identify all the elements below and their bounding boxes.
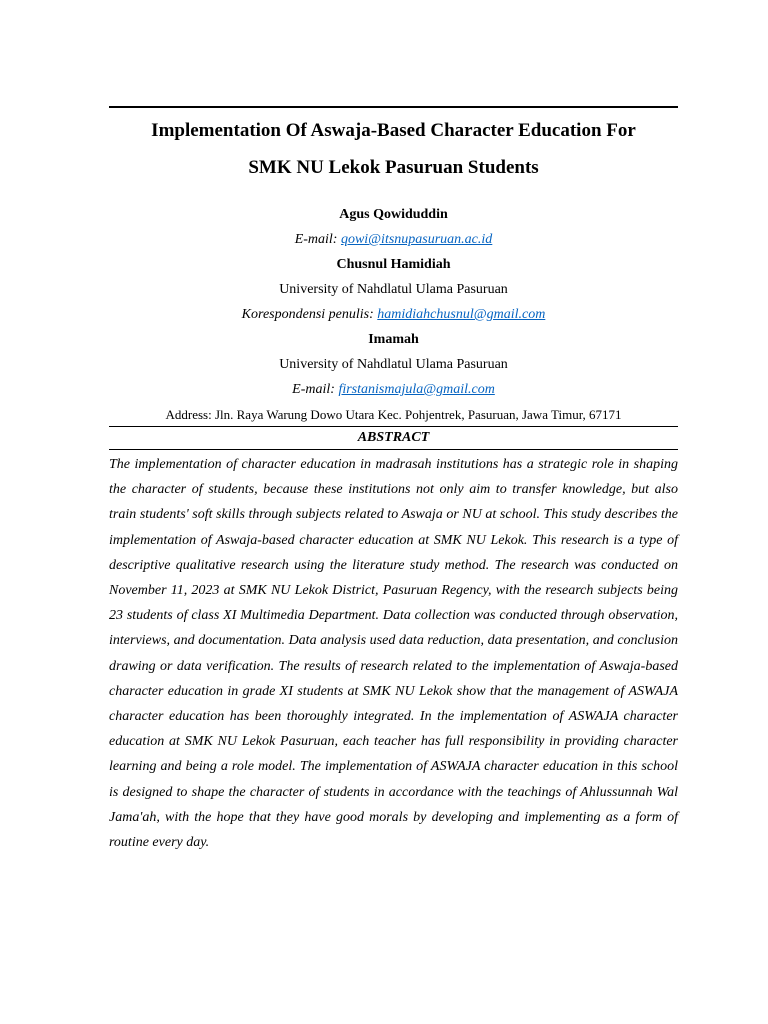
title-line-2: SMK NU Lekok Pasuruan Students [248,157,539,178]
email-label: Korespondensi penulis: [241,307,378,322]
author-name-1: Agus Qowiduddin [339,207,448,222]
author-email-link-3[interactable]: firstanismajula@gmail.com [338,382,495,397]
top-rule [109,106,678,108]
author-email-line-2 [109,302,678,327]
paper-page [109,106,678,855]
email-label: E-mail: [292,382,339,397]
author-email-link-2[interactable]: hamidiahchusnul@gmail.com [377,307,546,322]
email-label: E-mail: [294,232,341,247]
paper-title [109,112,678,186]
abstract-bottom-rule [109,449,678,450]
author-affiliation-3: University of Nahdlatul Ulama Pasuruan [279,357,508,372]
author-affiliation-2: University of Nahdlatul Ulama Pasuruan [279,282,508,297]
title-line-1: Implementation Of Aswaja-Based Character Education For [151,120,636,141]
abstract-body: The implementation of character education in madrasah institutions has a strategic role in shaping the character of students, because these institutions not only aim to transfer knowledge, but also train students' soft skills through subjects related to Aswaja or NU at school. This study describes the implementation of Aswaja-based character education at SMK NU Lekok. This research is a type of descriptive qualitative research using the literature study method. The research was conducted on November 11, 2023 at SMK NU Lekok District, Pasuruan Regency, with the research subjects being 23 students of class XI Multimedia Department. Data collection was conducted through observation, interviews, and documentation. Data analysis used data reduction, data presentation, and conclusion drawing or data verification. The results of research related to the implementation of Aswaja-based character education in grade XI students at SMK NU Lekok show that the management of ASWAJA character education has been thoroughly integrated. In the implementation of ASWAJA character education at SMK NU Lekok Pasuruan, each teacher has full responsibility in providing character learning and being a role model. The implementation of ASWAJA character education in this school is designed to shape the character of students in accordance with the teachings of Ahlussunnah Wal Jama'ah, with the hope that they have good morals by developing and implementing as a form of routine every day. [109,457,678,851]
author-email-line-1 [109,227,678,252]
author-email-link-1[interactable]: qowi@itsnupasuruan.ac.id [340,232,493,247]
address-line: Address: Jln. Raya Warung Dowo Utara Kec. Pohjentrek, Pasuruan, Jawa Timur, 67171 [165,407,622,422]
author-email-line-3 [109,377,678,402]
abstract-heading: ABSTRACT [357,430,430,445]
author-name-2: Chusnul Hamidiah [336,257,451,272]
author-block [109,202,678,402]
author-name-3: Imamah [368,332,419,347]
